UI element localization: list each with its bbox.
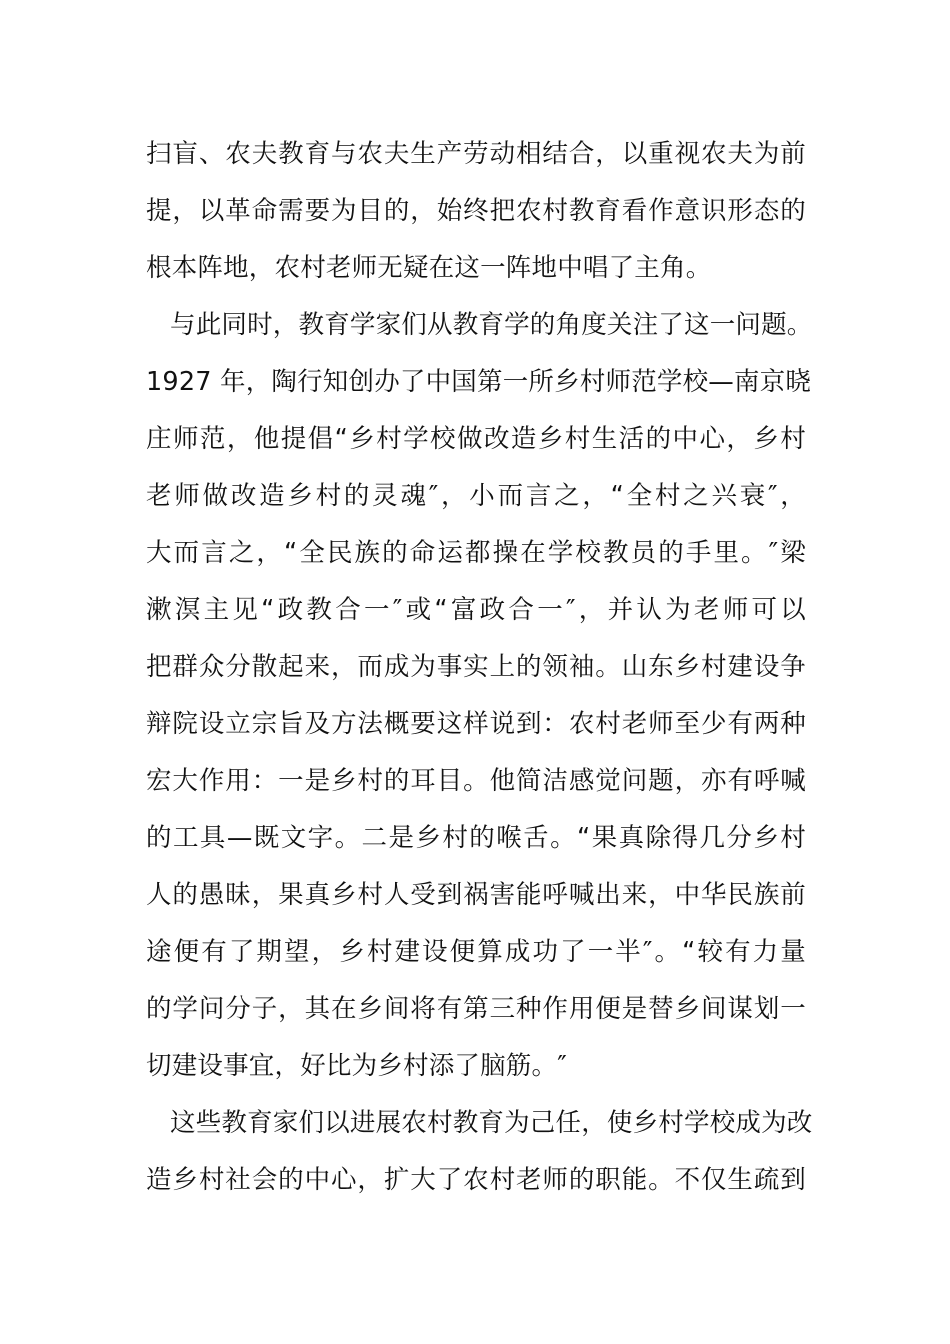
text-line: 这些教育家们以进展农村教育为己任，使乡村学校成为改	[170, 1108, 813, 1138]
text-line: 辩院设立宗旨及方法概要这样说到：农村老师至少有两种	[146, 709, 806, 739]
text-line: 的工具—既文字。二是乡村的喉舌。“果真除得几分乡村	[146, 823, 806, 853]
text-line: 宏大作用：一是乡村的耳目。他简洁感觉问题，亦有呼喊	[146, 766, 806, 796]
text-line: 扫盲、农夫教育与农夫生产劳动相结合，以重视农夫为前	[146, 139, 806, 169]
text-line: 途便有了期望，乡村建设便算成功了一半″。“较有力量	[146, 937, 806, 967]
text-line: 的学问分子，其在乡间将有第三种作用便是替乡间谋划一	[146, 994, 806, 1024]
text-line: 人的愚昧，果真乡村人受到祸害能呼喊出来，中华民族前	[146, 880, 806, 910]
text-line: 把群众分散起来，而成为事实上的领袖。山东乡村建设争	[146, 652, 806, 682]
text-line: 造乡村社会的中心，扩大了农村老师的职能。不仅生疏到	[146, 1165, 806, 1195]
text-line: 老师做改造乡村的灵魂″，小而言之，“全村之兴衰″，	[146, 481, 806, 511]
text-line: 大而言之，“全民族的命运都操在学校教员的手里。″梁	[146, 538, 806, 568]
text-line: 根本阵地，农村老师无疑在这一阵地中唱了主角。	[146, 253, 712, 283]
text-line: 漱溟主见“政教合一″或“富政合一″，并认为老师可以	[146, 595, 806, 625]
text-line: 提，以革命需要为目的，始终把农村教育看作意识形态的	[146, 196, 806, 226]
text-line: 切建设事宜，好比为乡村添了脑筋。″	[146, 1051, 567, 1081]
text-line: 1927 年，陶行知创办了中国第一所乡村师范学校—南京晓	[146, 367, 812, 397]
text-line: 与此同时，教育学家们从教育学的角度关注了这一问题。	[170, 310, 813, 340]
text-line: 庄师范，他提倡“乡村学校做改造乡村生活的中心，乡村	[146, 424, 806, 454]
